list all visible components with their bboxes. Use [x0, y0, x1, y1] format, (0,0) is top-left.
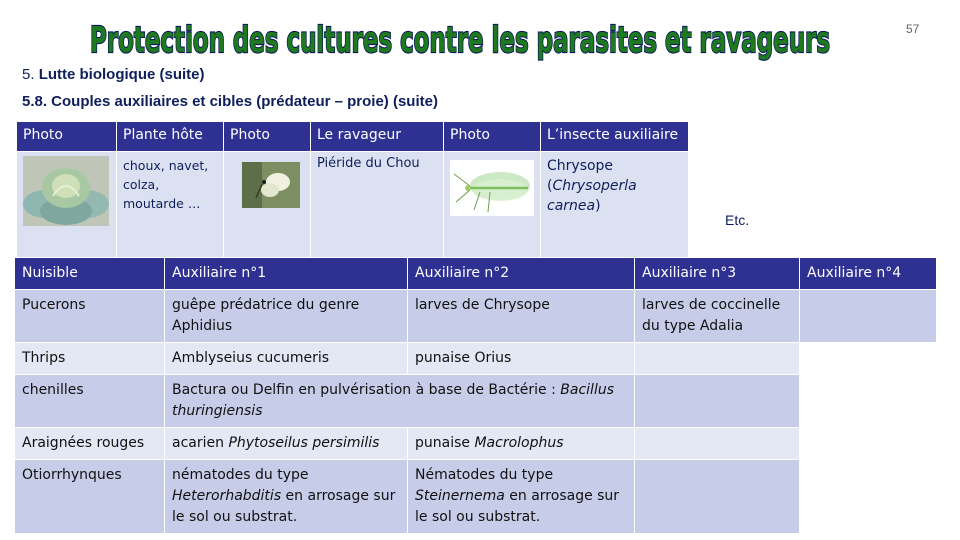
aux4-cell [800, 428, 937, 460]
col-header-pest: Le ravageur [311, 122, 444, 152]
cabbage-image [23, 156, 109, 226]
aux1-latin: Phytoseilus persimilis [228, 435, 380, 451]
aux2-cell: larves de Chrysope [408, 290, 635, 343]
col-header-photo-1: Photo [17, 122, 117, 152]
aux2-text: punaise [415, 435, 475, 451]
lacewing-image [450, 160, 534, 216]
page-title-text: Protection des cultures contre les parasites et ravageurs [90, 20, 831, 61]
aux4-cell [800, 375, 937, 428]
aux2-text: Nématodes du type [415, 467, 554, 483]
etc-label: Etc. [725, 212, 750, 228]
aux1-cell: Amblyseius cucumeris [165, 343, 408, 375]
pest-name: Pucerons [15, 290, 165, 343]
aux1-latin: Bacillus thuringiensis [172, 382, 614, 419]
pest-name: Thrips [15, 343, 165, 375]
col-header-aux4: Auxiliaire n°4 [800, 258, 937, 290]
col-header-photo-2: Photo [224, 122, 311, 152]
cabbage-photo [17, 152, 117, 262]
aux2-cell: punaise Orius [408, 343, 635, 375]
col-header-aux3: Auxiliaire n°3 [635, 258, 800, 290]
aux2-latin: Steinernema [415, 488, 505, 504]
aux3-cell [635, 428, 800, 460]
section-heading [22, 66, 205, 83]
section-label: Lutte biologique (suite) [38, 66, 205, 83]
aux2-cell [408, 460, 635, 534]
col-header-nuisible: Nuisible [15, 258, 165, 290]
col-header-aux1: Auxiliaire n°1 [165, 258, 408, 290]
table-row [15, 460, 937, 534]
auxiliaries-table [14, 257, 937, 534]
auxiliary-latin-open: ( [547, 178, 553, 194]
pest-cell: Piéride du Chou [311, 152, 444, 262]
aux1-latin: Heterorhabditis [172, 488, 282, 504]
section-number: 5. [22, 66, 39, 83]
col-header-host-plant: Plante hôte [117, 122, 224, 152]
aux3-cell [635, 460, 800, 534]
aux1-cell [165, 428, 408, 460]
host-plant-cell: choux, navet, colza, moutarde … [117, 152, 224, 262]
page-title [80, 12, 840, 64]
aux2-latin: Macrolophus [474, 435, 564, 451]
aux2-tail: en arrosage sur le sol ou substrat. [415, 488, 620, 525]
aux1-text: Bactura ou Delfin en pulvérisation à base de Bactérie : [172, 382, 561, 398]
pest-name: Otiorrhynques [15, 460, 165, 534]
table-row [15, 290, 937, 343]
auxiliary-cell [541, 152, 689, 262]
col-header-auxiliary: L’insecte auxiliaire [541, 122, 689, 152]
aux1-text: acarien [172, 435, 229, 451]
aux4-cell [800, 343, 937, 375]
butterfly-photo [224, 152, 311, 262]
butterfly-image [242, 162, 300, 208]
page-number: 57 [906, 22, 920, 36]
aux1-tail: en arrosage sur le sol ou substrat. [172, 488, 396, 525]
couples-table [16, 121, 689, 262]
lacewing-photo [444, 152, 541, 262]
aux1-cell [165, 375, 635, 428]
table-row [15, 428, 937, 460]
table-row [15, 343, 937, 375]
aux4-cell [800, 290, 937, 343]
pest-name: Araignées rouges [15, 428, 165, 460]
auxiliary-latin-close: ) [595, 198, 601, 214]
subsection-heading: 5.8. Couples auxiliaires et cibles (prédateur – proie) (suite) [22, 93, 438, 110]
col-header-photo-3: Photo [444, 122, 541, 152]
auxiliary-common-name: Chrysope [547, 158, 614, 174]
table-row [15, 375, 937, 428]
pest-name: chenilles [15, 375, 165, 428]
aux1-cell: guêpe prédatrice du genre Aphidius [165, 290, 408, 343]
aux3-cell [635, 375, 800, 428]
aux1-cell [165, 460, 408, 534]
aux1-text: nématodes du type [172, 467, 309, 483]
aux3-cell [635, 343, 800, 375]
auxiliary-latin-name: Chrysoperla carnea [547, 178, 637, 214]
col-header-aux2: Auxiliaire n°2 [408, 258, 635, 290]
aux4-cell [800, 460, 937, 534]
aux2-cell [408, 428, 635, 460]
aux3-cell: larves de coccinelle du type Adalia [635, 290, 800, 343]
